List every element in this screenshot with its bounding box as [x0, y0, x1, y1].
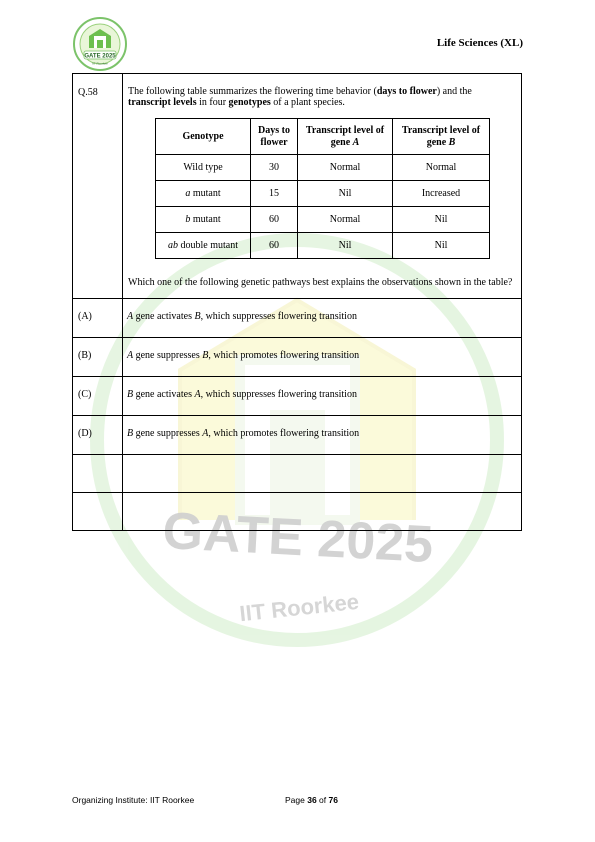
- cell-gene-a: Normal: [298, 155, 393, 181]
- col-header: Genotype: [156, 119, 251, 155]
- option-row[interactable]: [73, 338, 522, 377]
- option-text[interactable]: B gene suppresses A, which promotes flowering transition: [123, 416, 522, 455]
- question-body: [123, 74, 522, 299]
- table-row: [156, 155, 490, 181]
- option-text[interactable]: A gene activates B, which suppresses flowering transition: [123, 299, 522, 338]
- cell-days: 60: [251, 207, 298, 233]
- question-table: [72, 73, 522, 531]
- logo-text: GATE 2025: [84, 53, 116, 60]
- cell-gene-b: Increased: [393, 181, 490, 207]
- table-row: [156, 181, 490, 207]
- cell-gene-b: Nil: [393, 233, 490, 259]
- logo-subtext: IIT Roorkee: [92, 61, 108, 66]
- footer-page-number: Page 36 of 76: [285, 795, 338, 805]
- footer-organizer: Organizing Institute: IIT Roorkee: [72, 795, 195, 805]
- cell-gene-b: Nil: [393, 207, 490, 233]
- col-header: Transcript level of gene A: [298, 119, 393, 155]
- cell-days: 15: [251, 181, 298, 207]
- cell-genotype: b mutant: [156, 207, 251, 233]
- option-label: (A): [73, 299, 123, 338]
- data-table: [155, 118, 490, 259]
- watermark-sub: IIT Roorkee: [238, 588, 361, 627]
- cell-gene-b: Normal: [393, 155, 490, 181]
- option-text[interactable]: A gene suppresses B, which promotes flowering transition: [123, 338, 522, 377]
- cell-days: 30: [251, 155, 298, 181]
- option-label: (D): [73, 416, 123, 455]
- option-row[interactable]: [73, 299, 522, 338]
- cell-genotype: a mutant: [156, 181, 251, 207]
- col-header: Transcript level of gene B: [393, 119, 490, 155]
- cell-gene-a: Nil: [298, 181, 393, 207]
- option-label: (C): [73, 377, 123, 416]
- table-row: [156, 233, 490, 259]
- gate-logo: [72, 16, 128, 72]
- option-row[interactable]: [73, 377, 522, 416]
- table-row: [156, 207, 490, 233]
- col-header: Days to flower: [251, 119, 298, 155]
- watermark-title: GATE 2025: [161, 501, 435, 575]
- empty-row: [73, 455, 522, 493]
- empty-row: [73, 493, 522, 531]
- cell-days: 60: [251, 233, 298, 259]
- subject-title: Life Sciences (XL): [436, 37, 523, 49]
- cell-gene-a: Nil: [298, 233, 393, 259]
- option-text[interactable]: B gene activates A, which suppresses flowering transition: [123, 377, 522, 416]
- cell-genotype: Wild type: [156, 155, 251, 181]
- question-number: Q.58: [73, 74, 123, 299]
- cell-genotype: ab double mutant: [156, 233, 251, 259]
- question-stem: The following table summarizes the flowering time behavior (days to flower) and the transcript levels in four genotypes of a plant species.: [128, 86, 472, 108]
- option-row[interactable]: [73, 416, 522, 455]
- cell-gene-a: Normal: [298, 207, 393, 233]
- question-prompt: Which one of the following genetic pathways best explains the observations shown in the table?: [128, 277, 513, 288]
- option-label: (B): [73, 338, 123, 377]
